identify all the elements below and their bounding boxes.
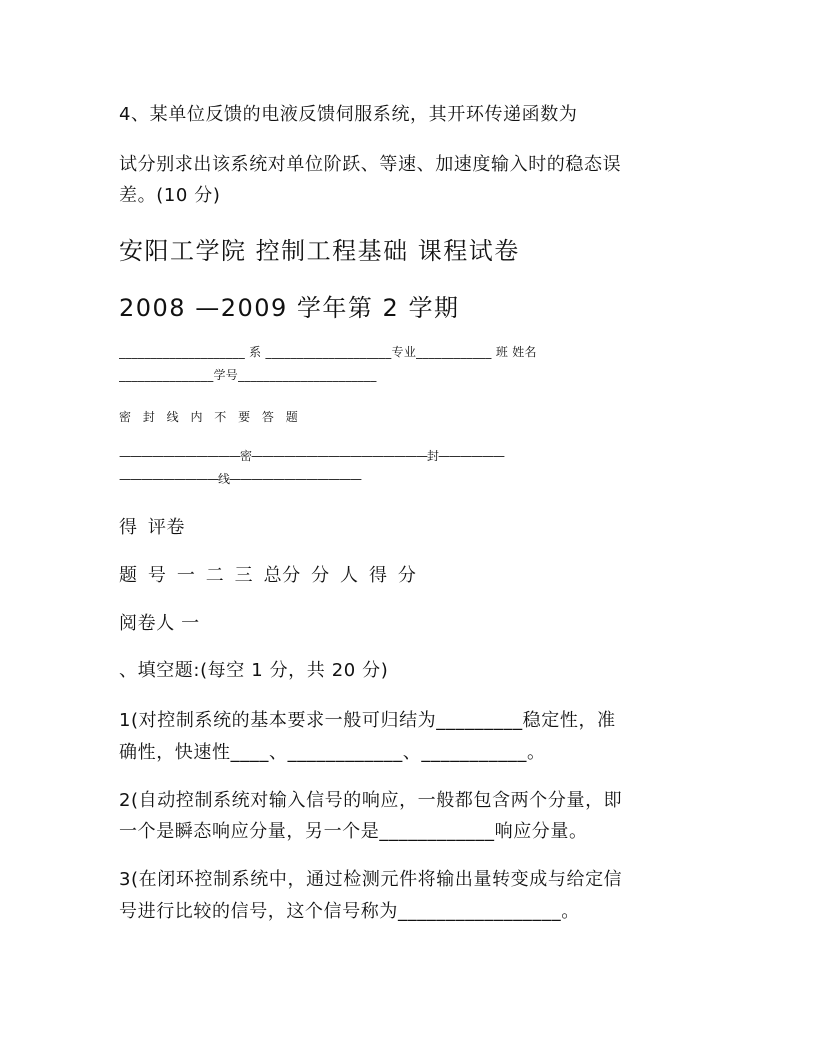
question-3-line-1: 3(在闭环控制系统中，通过检测元件将输出量转变成与给定信 [119,869,623,890]
score-table-row-1: 得 评卷 [119,517,186,538]
section-1-heading: 、填空题:(每空 1 分，共 20 分) [119,660,389,681]
question-2-line-2: 一个是瞬态响应分量，另一个是____________响应分量。 [119,821,588,842]
score-table-row-2: 题 号 一 二 三 总分 分 人 得 分 [119,565,417,586]
question-1-line-1: 1(对控制系统的基本要求一般可归结为_________稳定性，准 [119,710,616,731]
seal-line-2: —————————线———————————— [119,472,362,486]
exam-term: 2008 —2009 学年第 2 学期 [119,294,460,322]
q4-line-3: 差。(10 分) [119,185,221,206]
seal-line-1: ———————————密————————————————封—————— [119,449,505,463]
student-info-line-1: ____________________ 系 ____________________专业____________ 班 姓名 [119,345,537,359]
question-2-line-1: 2(自动控制系统对输入信号的响应，一般都包含两个分量，即 [119,790,623,811]
exam-title: 安阳工学院 控制工程基础 课程试卷 [119,237,520,265]
question-1-line-2: 确性，快速性____、____________、___________。 [119,742,546,763]
question-3-line-2: 号进行比较的信号，这个信号称为_________________。 [119,901,580,922]
seal-notice: 密 封 线 内 不 要 答 题 [119,410,302,424]
q4-line-2: 试分别求出该系统对单位阶跃、等速、加速度输入时的稳态误 [119,154,622,175]
score-table-row-3: 阅卷人 一 [119,613,200,634]
student-info-line-2: _______________学号______________________ [119,368,377,382]
q4-line-1: 4、某单位反馈的电液反馈伺服系统，其开环传递函数为 [119,104,578,125]
